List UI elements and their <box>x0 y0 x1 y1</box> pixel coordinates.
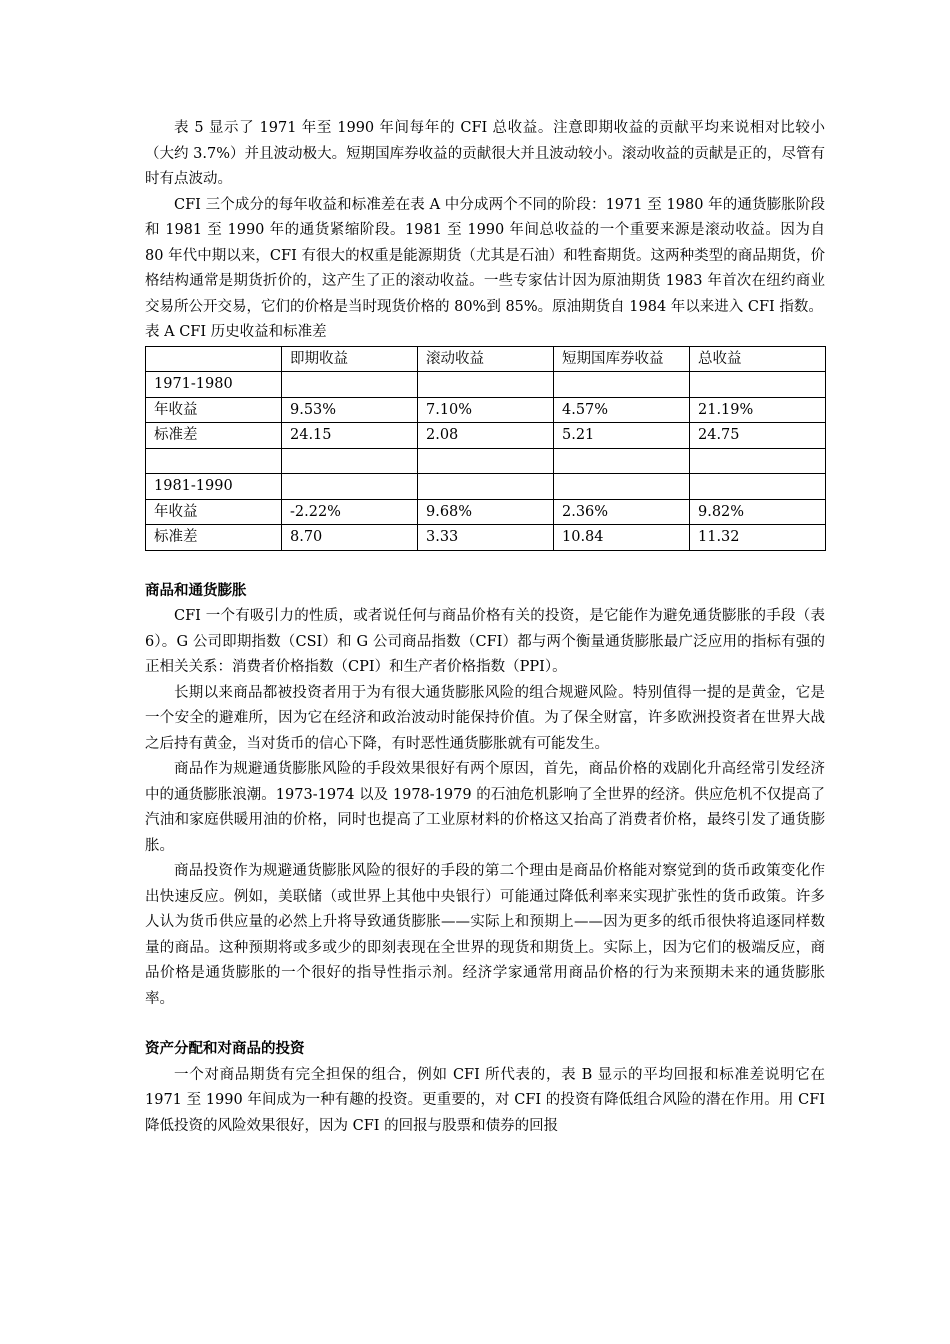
table-row <box>146 397 826 423</box>
table-cell <box>690 372 826 398</box>
table-cell: 标准差 <box>146 525 282 551</box>
table-cell <box>554 372 690 398</box>
table-cell: 2.08 <box>418 423 554 449</box>
table-row <box>146 448 826 474</box>
table-cell <box>690 448 826 474</box>
inflation-paragraph-4: 商品投资作为规避通货膨胀风险的很好的手段的第二个理由是商品价格能对察觉到的货币政策变化作出快速反应。例如，美联储（或世界上其他中央银行）可能通过降低利率来实现扩张性的货币政策。许多人认为货币供应量的必然上升将导致通货膨胀——实际上和预期上——因为更多的纸币很快将追逐同样数量的商品。这种预期将或多或少的即刻表现在全世界的现货和期货上。实际上，因为它们的极端反应，商品价格是通货膨胀的一个很好的指导性指示剂。经济学家通常用商品价格的行为来预期未来的通货膨胀率。 <box>145 863 825 1007</box>
table-cell <box>418 474 554 500</box>
table-cell: 4.57% <box>554 397 690 423</box>
table-cell <box>282 372 418 398</box>
table-cell <box>418 372 554 398</box>
intro-paragraph-1: 表 5 显示了 1971 年至 1990 年间每年的 CFI 总收益。注意即期收益的贡献平均来说相对比较小（大约 3.7%）并且波动极大。短期国库券收益的贡献很大并且波动较小。滚动收益的贡献是正的，尽管有时有点波动。 <box>145 120 825 187</box>
table-header-cell: 总收益 <box>690 346 826 372</box>
table-cell <box>282 448 418 474</box>
table-cell: 21.19% <box>690 397 826 423</box>
section-spacer <box>145 1012 825 1037</box>
table-row <box>146 423 826 449</box>
table-header-cell <box>146 346 282 372</box>
table-cell <box>554 448 690 474</box>
section-heading-allocation: 资产分配和对商品的投资 <box>145 1041 305 1057</box>
table-cell: 年收益 <box>146 499 282 525</box>
table-row <box>146 372 826 398</box>
table-cell: 5.21 <box>554 423 690 449</box>
table-cell: 年收益 <box>146 397 282 423</box>
table-cell: 24.75 <box>690 423 826 449</box>
table-cell: 8.70 <box>282 525 418 551</box>
table-cell: 9.82% <box>690 499 826 525</box>
table-header-row <box>146 346 826 372</box>
table-cell: 2.36% <box>554 499 690 525</box>
allocation-paragraph-1: 一个对商品期货有完全担保的组合，例如 CFI 所代表的，表 B 显示的平均回报和标准差说明它在 1971 至 1990 年间成为一种有趣的投资。更重要的，对 CFI 的投资有降低组合风险的潜在作用。用 CFI 降低投资的风险效果很好，因为 CFI 的回报与股票和债券的回报 <box>145 1066 825 1134</box>
table-cell: 标准差 <box>146 423 282 449</box>
table-header-cell: 滚动收益 <box>418 346 554 372</box>
table-header-cell: 短期国库券收益 <box>554 346 690 372</box>
table-cell: 3.33 <box>418 525 554 551</box>
section-heading-inflation: 商品和通货膨胀 <box>145 582 247 599</box>
table-cell: 1981-1990 <box>146 474 282 500</box>
table-row <box>146 525 826 551</box>
cfi-returns-table <box>145 346 826 551</box>
table-cell: 9.68% <box>418 499 554 525</box>
table-header-cell: 即期收益 <box>282 346 418 372</box>
table-row <box>146 499 826 525</box>
table-cell <box>146 448 282 474</box>
table-cell <box>554 474 690 500</box>
table-cell: 1971-1980 <box>146 372 282 398</box>
table-cell <box>418 448 554 474</box>
table-cell <box>282 474 418 500</box>
table-cell: 24.15 <box>282 423 418 449</box>
table-cell: 9.53% <box>282 397 418 423</box>
document-body <box>145 116 825 1139</box>
intro-paragraph-2: CFI 三个成分的每年收益和标准差在表 A 中分成两个不同的阶段：1971 至 1980 年的通货膨胀阶段和 1981 至 1990 年的通货紧缩阶段。1981 至 1990 年间总收益的一个重要来源是滚动收益。因为自 80 年代中期以来，CFI 有很大的权重是能源期货（尤其是石油）和牲畜期货。这两种类型的商品期货，价格结构通常是期货折价的，这产生了正的滚动收益。一些专家估计因为原油期货 1983 年首次在纽约商业交易所公开交易，它们的价格是当时现货价格的 80%到 85%。原油期货自 1984 年以来进入 CFI 指数。 <box>145 196 825 315</box>
table-caption: 表 A CFI 历史收益和标准差 <box>145 324 327 340</box>
table-cell: 11.32 <box>690 525 826 551</box>
inflation-paragraph-1: CFI 一个有吸引力的性质，或者说任何与商品价格有关的投资，是它能作为避免通货膨胀的手段（表 6）。G 公司即期指数（CSI）和 G 公司商品指数（CFI）都与两个衡量通货膨胀最广泛应用的指标有强的正相关关系：消费者价格指数（CPI）和生产者价格指数（PPI）。 <box>145 608 825 675</box>
table-cell <box>690 474 826 500</box>
table-cell: -2.22% <box>282 499 418 525</box>
inflation-paragraph-2: 长期以来商品都被投资者用于为有很大通货膨胀风险的组合规避风险。特别值得一提的是黄金，它是一个安全的避难所，因为它在经济和政治波动时能保持价值。为了保全财富，许多欧洲投资者在世界大战之后持有黄金，当对货币的信心下降，有时恶性通货膨胀就有可能发生。 <box>145 684 825 752</box>
table-cell: 10.84 <box>554 525 690 551</box>
inflation-paragraph-3: 商品作为规避通货膨胀风险的手段效果很好有两个原因，首先，商品价格的戏剧化升高经常引发经济中的通货膨胀浪潮。1973-1974 以及 1978-1979 的石油危机影响了全世界的经济。供应危机不仅提高了汽油和家庭供暖用油的价格，同时也提高了工业原材料的价格这又抬高了消费者价格，最终引发了通货膨胀。 <box>145 761 825 854</box>
table-cell: 7.10% <box>418 397 554 423</box>
table-row <box>146 474 826 500</box>
